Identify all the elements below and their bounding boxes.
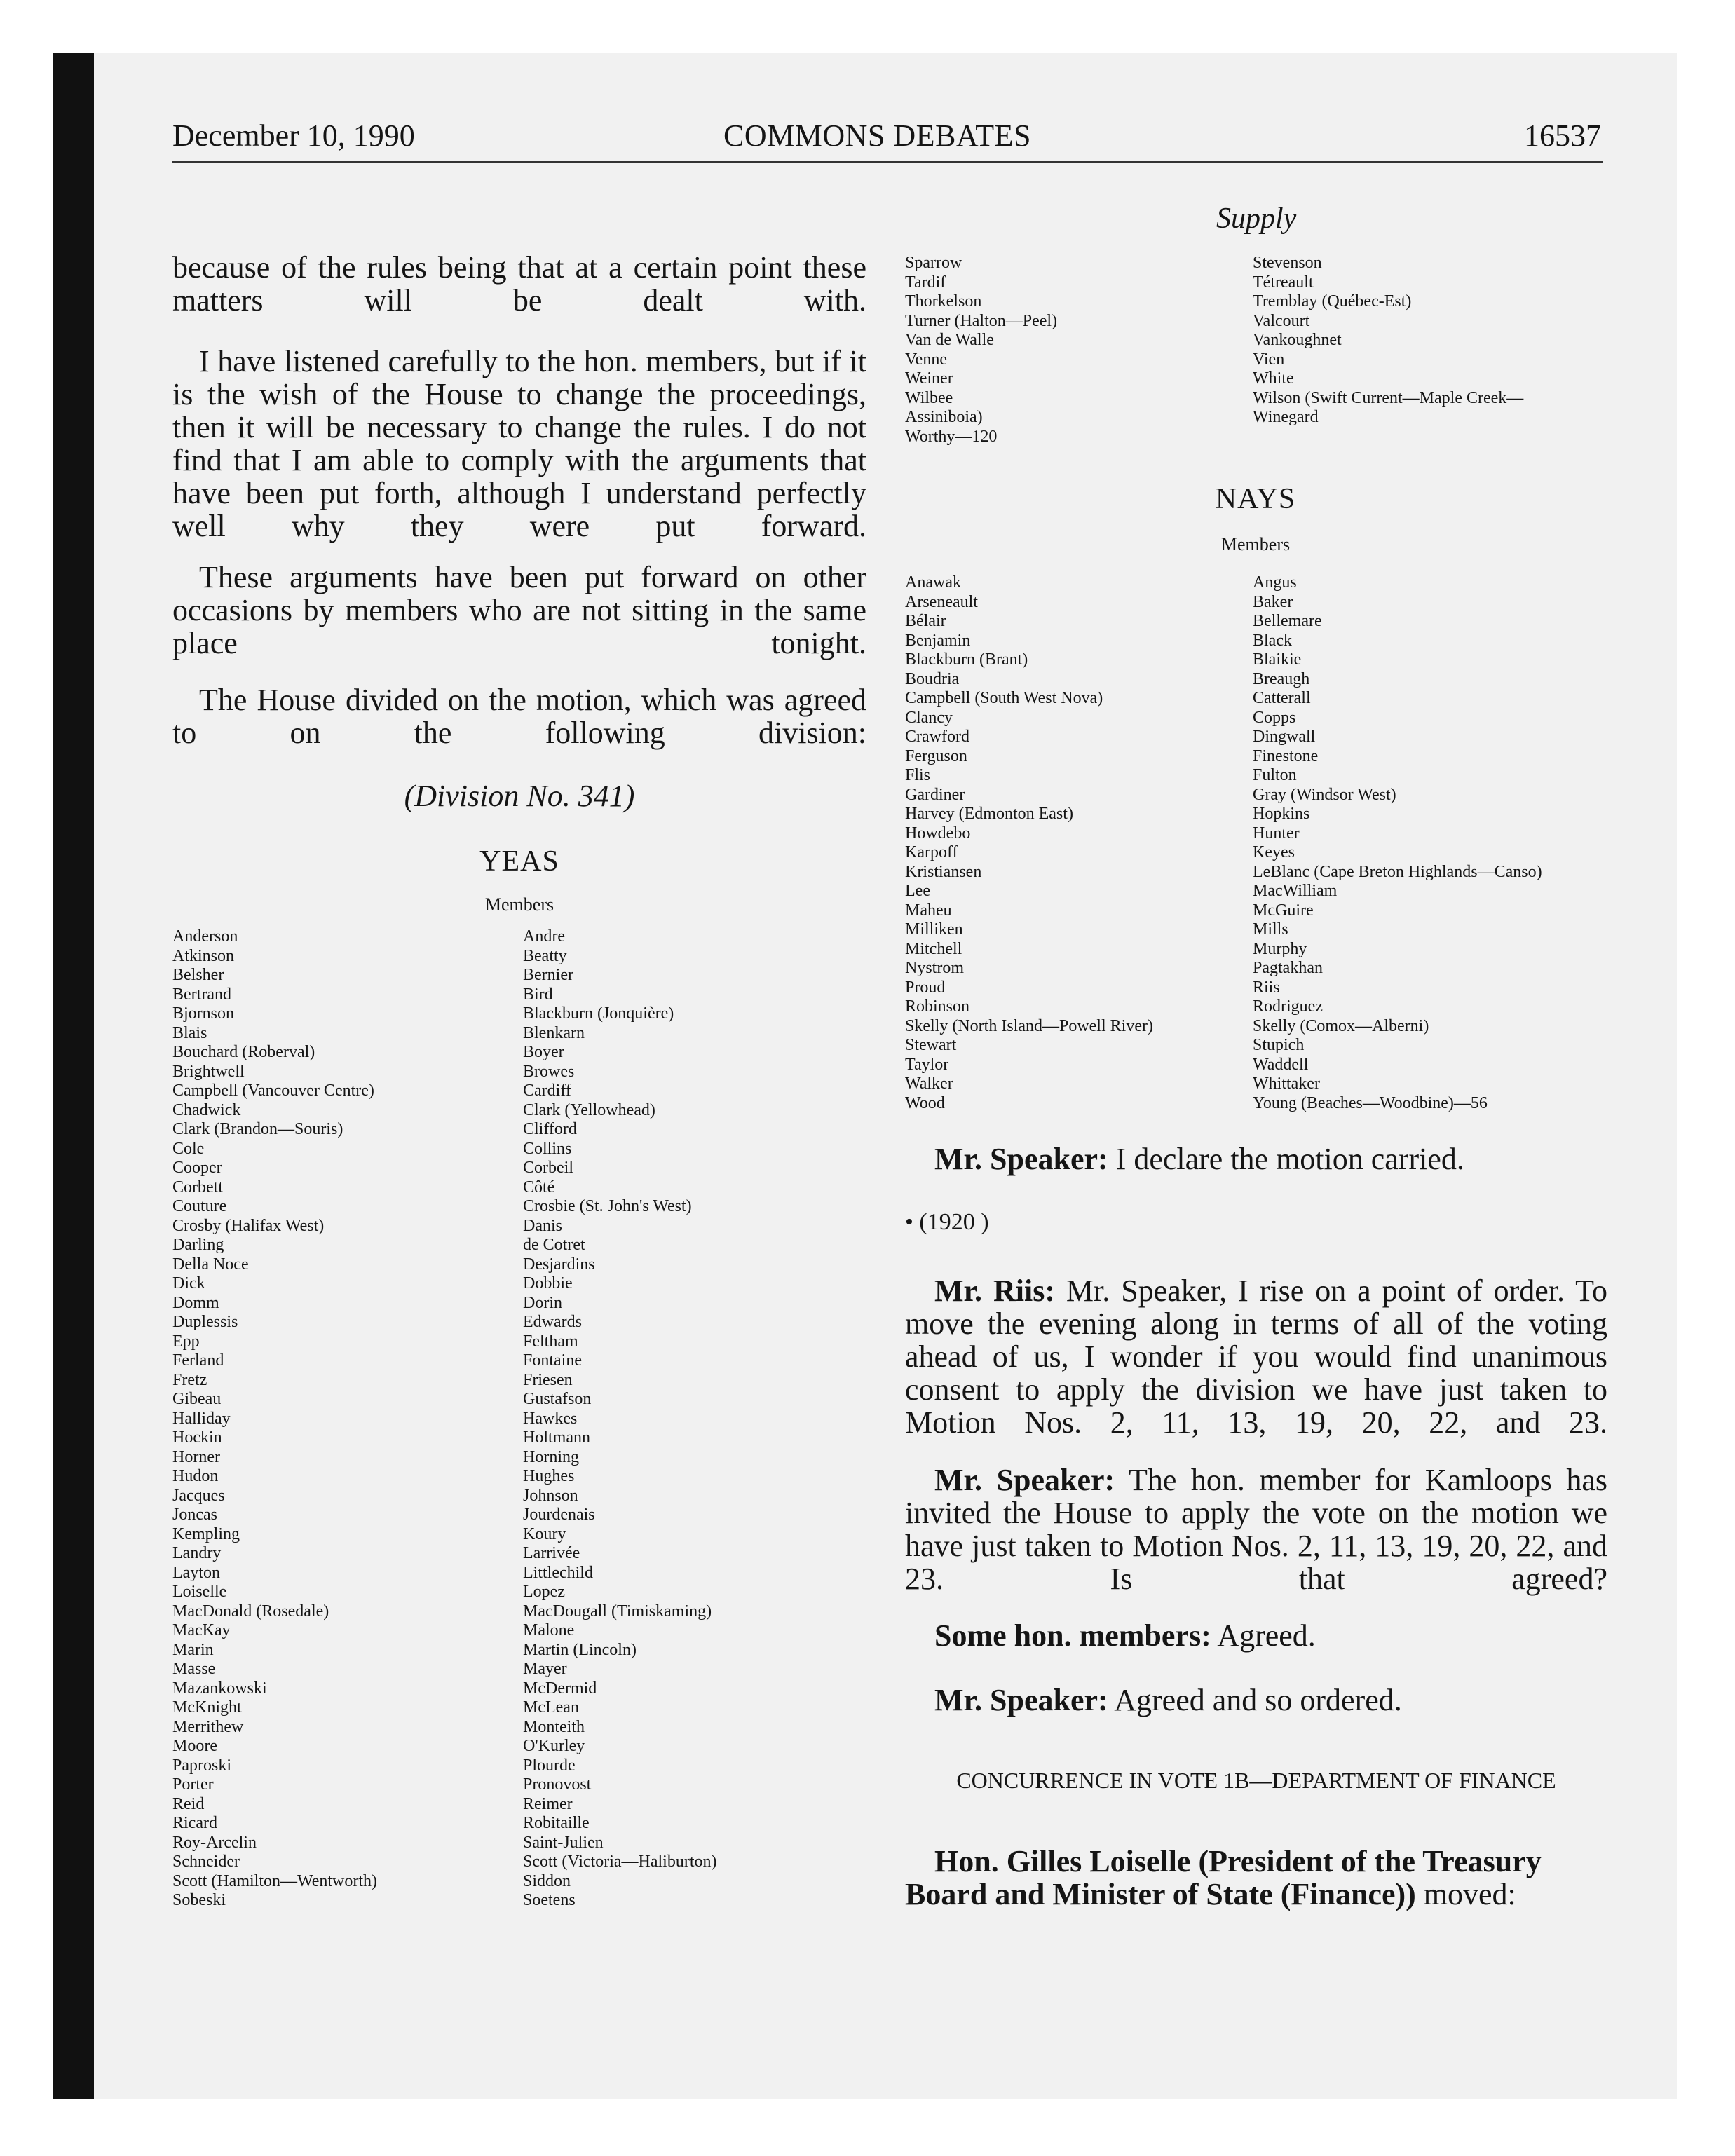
member-name: Flis [905,766,931,784]
member-name: Anawak [905,573,961,592]
yeas-list-col1 [172,927,377,1911]
member-name: Joncas [172,1506,217,1524]
member-name: Campbell (Vancouver Centre) [172,1082,374,1100]
member-name: Bird [523,985,553,1004]
member-name: Fontaine [523,1351,582,1370]
member-name: Van de Walle [905,331,994,349]
member-name: Karpoff [905,843,958,861]
member-name: Worthy—120 [905,427,998,446]
member-name: Porter [172,1775,214,1794]
member-name: Crawford [905,728,969,746]
member-name: Martin (Lincoln) [523,1640,637,1659]
member-name: Copps [1253,708,1296,727]
member-name: Maheu [905,901,952,920]
concurrence-heading: CONCURRENCE IN VOTE 1B—DEPARTMENT OF FINANCE [956,1768,1556,1793]
paragraph: I have listened carefully to the hon. members, but if it is the wish of the House to change the proceedings, then it will be necessary to change the rules. I do not find that I am able to comply with the arguments that have been put forth, although I understand perfectly well why they were put forward. [172,344,866,543]
member-name: Bertrand [172,985,231,1004]
member-name: Atkinson [172,946,235,965]
member-name: Waddell [1253,1055,1309,1074]
member-name: Corbett [172,1178,223,1196]
member-name: Plourde [523,1756,576,1775]
member-name: Moore [172,1737,217,1755]
member-name: de Cotret [523,1236,585,1254]
member-name: Johnson [523,1486,578,1505]
member-name: Clark (Yellowhead) [523,1100,655,1119]
member-name: MacWilliam [1253,882,1338,900]
member-name: Corbeil [523,1159,573,1177]
member-name: Kempling [172,1524,240,1543]
division-number: (Division No. 341) [404,779,635,813]
member-name: Côté [523,1178,555,1196]
member-name: Stewart [905,1036,957,1054]
member-name: Campbell (South West Nova) [905,689,1103,707]
loiselle-text: moved: [1415,1877,1516,1911]
member-name: Cooper [172,1159,222,1177]
member-name: Loiselle [172,1583,227,1601]
member-name: Holtmann [523,1428,590,1447]
speaker-statement [934,1142,1607,1175]
members-statement [934,1619,1607,1652]
member-name: Ricard [172,1814,217,1832]
member-name: Soetens [523,1891,576,1909]
member-name: Epp [172,1332,200,1351]
member-name: Finestone [1253,746,1319,765]
member-name: Skelly (Comox—Alberni) [1253,1016,1429,1035]
member-name: Reimer [523,1794,573,1813]
member-name: Robitaille [523,1814,590,1832]
yeas-list-col4 [1253,254,1523,428]
member-name: Mitchell [905,939,962,958]
member-name: Hudon [172,1467,219,1485]
member-name: Koury [523,1524,566,1543]
member-name: McDermid [523,1679,597,1698]
member-name: Reid [172,1794,205,1813]
member-name: Blackburn (Jonquière) [523,1004,674,1023]
member-name: Tremblay (Québec-Est) [1253,292,1412,311]
member-name: Turner (Halton—Peel) [905,311,1058,330]
member-name: Scott (Hamilton—Wentworth) [172,1871,378,1890]
riis-statement [905,1274,1607,1472]
member-name: Pagtakhan [1253,959,1323,977]
member-name: Siddon [523,1871,571,1890]
member-name: Blaikie [1253,650,1302,669]
member-name: Dobbie [523,1274,573,1292]
member-name: Bélair [905,612,946,630]
member-name: Fulton [1253,766,1297,784]
member-name: LeBlanc (Cape Breton Highlands—Canso) [1253,862,1542,881]
member-name: Skelly (North Island—Powell River) [905,1016,1153,1035]
speaker-text: Agreed and so ordered. [1108,1683,1402,1717]
member-name: Vien [1253,350,1285,369]
member-name: McGuire [1253,901,1314,920]
member-name: Bouchard (Roberval) [172,1043,315,1061]
member-name: Hunter [1253,824,1300,842]
member-name: Bellemare [1253,612,1322,630]
member-name: Monteith [523,1717,585,1736]
speaker-name: Mr. Speaker: [934,1142,1108,1176]
member-name: Gardiner [905,785,965,804]
member-name: Chadwick [172,1100,241,1119]
member-name: Wood [905,1093,945,1112]
member-name: Friesen [523,1370,573,1389]
binding-edge [53,53,94,2099]
member-name: Taylor [905,1055,949,1074]
member-name: Thorkelson [905,292,982,311]
member-name: Feltham [523,1332,578,1351]
member-name: Tétreault [1253,273,1314,292]
member-name: Blenkarn [523,1023,585,1042]
member-name: Boudria [905,669,960,688]
member-name: Hopkins [1253,805,1310,823]
member-name: Blais [172,1023,207,1042]
member-name: Dorin [523,1293,562,1312]
member-name: Catterall [1253,689,1311,707]
member-name: Young (Beaches—Woodbine)—56 [1253,1093,1488,1112]
riis-name: Mr. Riis: [934,1274,1055,1308]
nays-members-label: Members [1220,534,1291,554]
member-name: Robinson [905,997,970,1016]
members-name: Some hon. members: [934,1618,1211,1653]
member-name: Hockin [172,1428,222,1447]
speaker-statement [905,1464,1607,1628]
header-date: December 10, 1990 [172,118,415,153]
paragraph: The House divided on the motion, which was agreed to on the following division: [172,683,866,750]
member-name: Mazankowski [172,1679,267,1698]
member-name: Saint-Julien [523,1833,604,1852]
member-name: Darling [172,1236,224,1254]
paragraph: because of the rules being that at a certain point these matters will be dealt with. [172,250,866,318]
timestamp: • (1920 ) [905,1209,989,1235]
member-name: Brightwell [172,1062,245,1081]
member-name: Malone [523,1621,575,1639]
member-name: Crosby (Halifax West) [172,1216,325,1235]
member-name: Black [1253,631,1292,650]
member-name: MacDonald (Rosedale) [172,1602,329,1621]
member-name: Baker [1253,592,1293,611]
member-name: MacKay [172,1621,231,1639]
member-name: Duplessis [172,1313,238,1331]
member-name: Cole [172,1139,205,1158]
member-name: Lopez [523,1583,565,1601]
member-name: Weiner [905,369,953,388]
member-name: Stupich [1253,1036,1305,1054]
member-name: McKnight [172,1698,242,1717]
member-name: Winegard [1253,408,1319,426]
member-name: Desjardins [523,1255,595,1274]
loiselle-statement [905,1845,1607,1911]
member-name: Blackburn (Brant) [905,650,1028,669]
member-name: Harvey (Edmonton East) [905,805,1073,823]
yeas-members-label: Members [484,894,554,915]
member-name: Belsher [172,966,224,984]
member-name: Hughes [523,1467,575,1485]
member-name: Crosbie (St. John's West) [523,1197,692,1215]
member-name: Valcourt [1253,311,1310,330]
member-name: McLean [523,1698,579,1717]
speaker-text: I declare the motion carried. [1108,1142,1464,1176]
member-name: Littlechild [523,1563,593,1582]
member-name: Hawkes [523,1409,578,1428]
member-name: Proud [905,978,946,997]
member-name: Halliday [172,1409,231,1428]
member-name: Vankoughnet [1253,331,1342,349]
member-name: Domm [172,1293,219,1312]
member-name: Masse [172,1660,216,1678]
member-name: Scott (Victoria—Haliburton) [523,1853,717,1871]
member-name: Merrithew [172,1717,244,1736]
member-name: Gray (Windsor West) [1253,785,1396,804]
member-name: White [1253,369,1294,388]
member-name: Arseneault [905,592,978,611]
member-name: Jacques [172,1486,225,1505]
member-name: Milliken [905,920,963,939]
member-name: Danis [523,1216,562,1235]
member-name: Lee [905,882,930,900]
member-name: Gustafson [523,1390,592,1408]
header-page-number: 16537 [1524,118,1601,153]
member-name: Riis [1253,978,1280,997]
yeas-list-col2 [523,927,717,1911]
yeas-list-col3 [905,254,1057,446]
header-rule [172,161,1603,163]
member-name: Breaugh [1253,669,1310,688]
members-text: Agreed. [1211,1618,1316,1653]
member-name: Browes [523,1062,575,1081]
member-name: Bernier [523,966,573,984]
member-name: Landry [172,1544,222,1562]
member-name: Walker [905,1074,953,1093]
member-name: Beatty [523,946,567,965]
member-name: Dingwall [1253,728,1316,746]
member-name: Clancy [905,708,953,727]
nays-list-col1 [905,573,1153,1113]
member-name: Dick [172,1274,205,1292]
member-name: Mills [1253,920,1288,939]
member-name: Horner [172,1447,220,1466]
member-name: Stevenson [1253,254,1322,272]
member-name: Wilbee [905,388,953,407]
member-name: Mayer [523,1660,567,1678]
member-name: Whittaker [1253,1074,1320,1093]
member-name: Clark (Brandon—Souris) [172,1120,343,1138]
yeas-heading: YEAS [479,845,559,878]
member-name: Nystrom [905,959,964,977]
section-title: Supply [1216,203,1297,235]
member-name: Larrivée [523,1544,580,1562]
member-name: Bjornson [172,1004,235,1023]
paragraph: These arguments have been put forward on other occasions by members who are not sitting in the same place tonight. [172,560,866,660]
member-name: MacDougall (Timiskaming) [523,1602,712,1621]
member-name: Pronovost [523,1775,592,1794]
member-name: Cardiff [523,1082,571,1100]
member-name: Edwards [523,1313,582,1331]
member-name: Tardif [905,273,946,292]
member-name: Roy-Arcelin [172,1833,257,1852]
member-name: Marin [172,1640,214,1659]
speaker-name: Mr. Speaker: [934,1463,1115,1497]
nays-list-col2 [1253,573,1542,1113]
member-name: Paproski [172,1756,231,1775]
member-name: Jourdenais [523,1506,595,1524]
member-name: Ferland [172,1351,224,1370]
member-name: Della Noce [172,1255,249,1274]
member-name: Horning [523,1447,579,1466]
member-name: Sobeski [172,1891,226,1909]
speaker-statement [934,1684,1607,1717]
riis-text: Mr. Speaker, I rise on a point of order. To move the evening along in terms of all of the voting ahead of us, I wonder if you would find unanimous consent to apply the division we have just taken to Motion Nos. 2, 11, 13, 19, 20, 22, and 23. [905,1274,1607,1440]
member-name: Schneider [172,1853,240,1871]
member-name: Collins [523,1139,572,1158]
member-name: Angus [1253,573,1297,592]
member-name: Venne [905,350,947,369]
member-name: Ferguson [905,746,967,765]
loiselle-name: Hon. Gilles Loiselle (President of the Treasury Board and Minister of State (Finance)) [905,1844,1542,1911]
member-name: Wilson (Swift Current—Maple Creek— [1253,388,1524,407]
member-name: Benjamin [905,631,971,650]
member-name: Couture [172,1197,227,1215]
nays-heading: NAYS [1215,483,1296,515]
speaker-name: Mr. Speaker: [934,1683,1108,1717]
member-name: Layton [172,1563,220,1582]
member-name: Kristiansen [905,862,982,881]
member-name: Anderson [172,927,238,946]
member-name: Gibeau [172,1390,222,1408]
member-name: Boyer [523,1043,564,1061]
member-name: Andre [523,927,565,946]
member-name: Fretz [172,1370,207,1389]
member-name: Murphy [1253,939,1307,958]
member-name: O'Kurley [523,1737,585,1755]
member-name: Sparrow [905,254,962,272]
header-title: COMMONS DEBATES [723,118,1032,153]
member-name: Rodriguez [1253,997,1323,1016]
speaker-text: The hon. member for Kamloops has invited the House to apply the vote on the motion we have just taken to Motion Nos. 2, 11, 13, 19, 20, 22, and 23. Is that agreed? [905,1463,1607,1596]
member-name: Clifford [523,1120,577,1138]
member-name: Howdebo [905,824,971,842]
member-name: Assiniboia) [905,408,983,426]
member-name: Keyes [1253,843,1295,861]
